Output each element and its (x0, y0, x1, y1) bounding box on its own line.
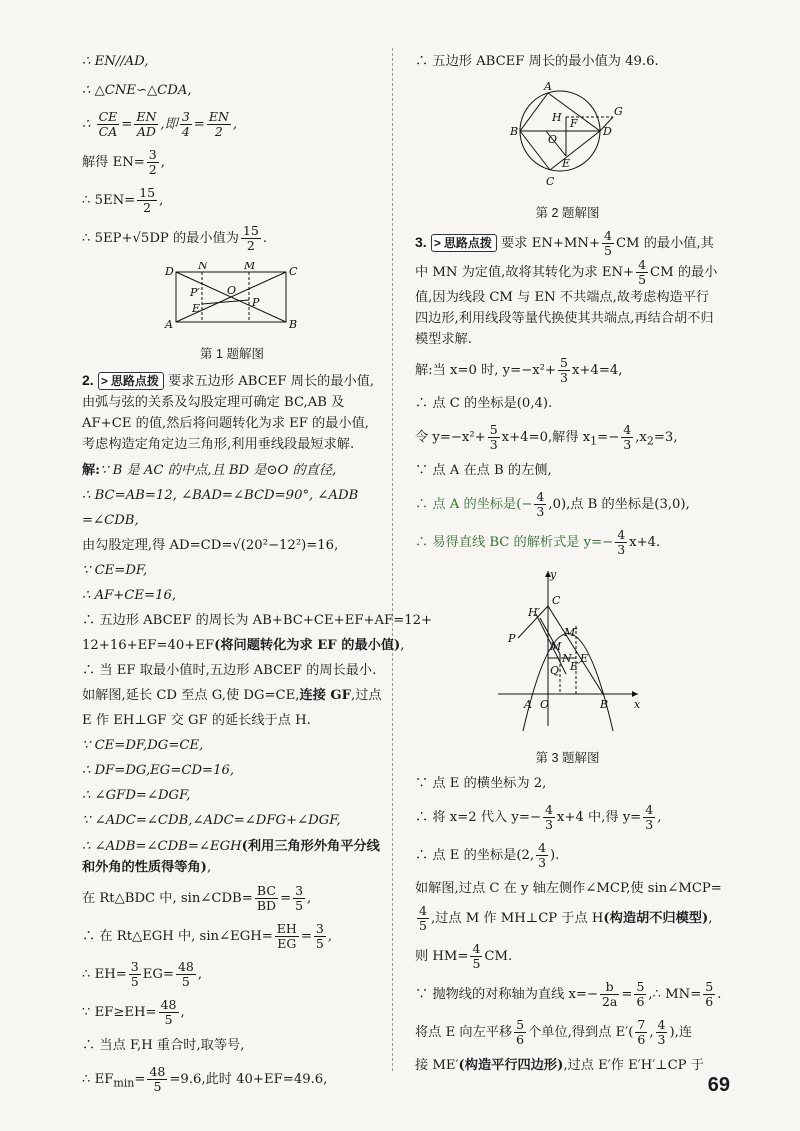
fig3-label: N (561, 652, 572, 665)
text-line: ∴ 在 Rt△EGH 中, sin∠EGH= $\frac{EH}{EG}$ = $\frac{3}{5}$ , (82, 921, 333, 951)
fig2-label: B (509, 125, 518, 138)
text-line: ∴ △CNE∽△CDA, (82, 83, 192, 98)
page-number: 69 (707, 1074, 730, 1096)
fig1-label: B (289, 318, 298, 331)
text-line: ∴ BC=AB=12, ∠BAD=∠BCD=90°, ∠ADB (82, 488, 359, 503)
fig3-label: y (549, 568, 556, 581)
hint-tag: > 思路点拨 (431, 234, 497, 252)
chevron-right-icon: > (433, 236, 441, 250)
text-line: ∴ 5EN= $\frac{15}{2}$ , (82, 185, 164, 215)
text-line: ∴ 点 A 的坐标是(− $\frac{4}{3}$ ,0),点 B 的坐标是(3,0), (415, 489, 690, 519)
text-line: ∴ 点 E 的坐标是(2, $\frac{4}{3}$ ). (415, 840, 560, 870)
text-line: ∴ 五边形 ABCEF 周长的最小值为 49.6. (415, 54, 659, 69)
figure-2-diagram (508, 81, 628, 191)
figure-1-diagram (162, 262, 302, 332)
text-line: ∴ 当 EF 取最小值时,五边形 ABCEF 的周长最小. (82, 663, 377, 678)
fig2-label: D (602, 125, 612, 138)
fig1-label: M (244, 262, 256, 272)
text-line: ∵ 点 E 的横坐标为 2, (415, 776, 547, 791)
text-line: 如解图,过点 C 在 y 轴左侧作∠MCP,使 sin∠MCP= (415, 881, 722, 896)
text-line: ∴ $EF_{min}=$ $\frac{48}{5}$ =9.6,此时 40+EF=49.6, (82, 1064, 328, 1094)
text-line: ∵ ∠ADC=∠CDB,∠ADC=∠DFG+∠DGF, (82, 813, 341, 828)
chevron-right-icon: > (100, 374, 108, 388)
figure-3-caption: 第 3 题解图 (535, 751, 600, 765)
fig3-label: x (633, 698, 640, 711)
figure-3 (415, 566, 720, 740)
text-line: ∴ 将 x=2 代入 y=− $\frac{4}{3}$ x+4 中,得 y= $\frac{4}{3}$ , (415, 802, 662, 832)
fig3-label: C (551, 594, 560, 607)
text-line: ∴ AF+CE=16, (82, 588, 177, 603)
text-line: $\frac{4}{5}$ ,过点 M 作 MH⊥CP 于点 H(构造胡不归模型), (419, 903, 713, 933)
q2-hint: 2. > 思路点拨 要求五边形 ABCEF 周长的最小值,由弧与弦的关系及勾股定理可确定 BC,AB 及 AF+CE 的值,然后将问题转化为求 EF 的最小值,考虑构造定角定边三角形,利用垂线段最短求解. (82, 372, 375, 452)
q3-hint: 3. > 思路点拨 要求 EN+MN+ $\frac{4}{5}$ CM 的最小值,其中 MN 为定值,故将其转化为求 EN+ $\frac{4}{5}$ CM 的最小值,因为线段 CM 与 EN 不共端点,故考虑构造平行四边形,利用线段等量代换使其共端点,再结合胡不归模型求解. (415, 228, 718, 347)
figure-2-caption: 第 2 题解图 (535, 206, 600, 220)
text-line: ∴ 当点 F,H 重合时,取等号, (82, 1038, 245, 1053)
fig2-label: A (543, 81, 552, 93)
fig3-label: Q (549, 664, 559, 677)
text-line: ∴ EH= $\frac{3}{5}$ EG= $\frac{48}{5}$ , (82, 959, 203, 989)
figure-2 (415, 81, 720, 195)
fig3-label: E′ (569, 660, 581, 673)
fig3-label: M (549, 640, 561, 653)
text-line: 令 y=−x²+ $\frac{5}{3}$ x+4=0,解得 $x_1=-$ $\frac{4}{3}$ $,x_2=3$, (415, 422, 678, 452)
text-line: 接 ME′(构造平行四边形),过点 E′作 E′H′⊥CP 于 (415, 1058, 704, 1073)
text-line: 12+16+EF=40+EF(将问题转化为求 EF 的最小值), (82, 638, 405, 653)
fig3-label: H′ (527, 606, 540, 619)
fig2-label: O (547, 133, 557, 146)
text-line: =∠CDB, (82, 513, 139, 528)
text-line: ∴ EN//AD, (82, 54, 149, 69)
text-line: ∵ 抛物线的对称轴为直线 x=− $\frac{b}{2a}$ = $\frac{5}{6}$ ,∴ MN= $\frac{5}{6}$ . (415, 979, 722, 1009)
fig1-label: O (227, 284, 237, 297)
text-line: 将点 E 向左平移 $\frac{5}{6}$ 个单位,得到点 E′( $\frac{7}{6}$ , $\frac{4}{3}$ ),连 (415, 1017, 693, 1047)
text-line: ∴ 五边形 ABCEF 的周长为 AB+BC+CE+EF+AF=12+ (82, 613, 433, 628)
right-column (415, 52, 720, 1085)
fig1-label: N (198, 262, 208, 272)
fig3-label: M′ (563, 626, 578, 639)
text-line: 则 HM= $\frac{4}{5}$ CM. (415, 941, 513, 971)
text-line: 解:∵ B 是 AC 的中点,且 BD 是⊙O 的直径, (82, 463, 337, 478)
fig3-label: P (507, 632, 515, 645)
text-line: ∵ CE=DF,DG=CE, (82, 738, 204, 753)
fig2-label: H (551, 111, 562, 124)
fig1-label: C (289, 265, 298, 278)
fig1-label: A (165, 318, 173, 331)
text-line: ∴ $\frac{CE}{CA}$ = $\frac{EN}{AD}$ ,即 $\frac{3}{4}$ = $\frac{EN}{2}$ , (82, 109, 238, 139)
text-line: ∴ 5EP+√5DP 的最小值为 $\frac{15}{2}$ . (82, 223, 268, 253)
figure-1-caption: 第 1 题解图 (200, 347, 264, 361)
fig1-label: D (165, 265, 174, 278)
text-line: ∴ ∠ADB=∠CDB=∠EGH(利用三角形外角平分线和外角的性质得等角), (82, 839, 380, 875)
fig1-label: P (252, 296, 260, 309)
fig3-label: A (523, 698, 532, 711)
fig1-label: E (192, 302, 201, 315)
left-column (82, 52, 433, 1103)
text-line: 解:当 x=0 时, y=−x²+ $\frac{5}{3}$ x+4=4, (415, 355, 623, 385)
fig3-label: E (579, 652, 588, 665)
fig3-label: O (539, 698, 549, 711)
column-divider (392, 48, 393, 1071)
text-line: ∵ CE=DF, (82, 563, 148, 578)
fig2-label: G (613, 105, 623, 118)
figure-1 (82, 262, 382, 336)
fig2-label: C (545, 175, 554, 188)
text-line: 在 Rt△BDC 中, sin∠CDB= $\frac{BC}{BD}$ = $\frac{3}{5}$ , (82, 883, 312, 913)
figure-3-diagram (488, 566, 648, 736)
text-line: 如解图,延长 CD 至点 G,使 DG=CE,连接 GF,过点 (82, 688, 382, 703)
text-line: ∴ 易得直线 BC 的解析式是 y=− $\frac{4}{3}$ x+4. (415, 527, 661, 557)
fig2-label: E (561, 157, 570, 170)
hint-tag: > 思路点拨 (98, 372, 164, 390)
fig2-label: F (569, 117, 578, 130)
text-line: 解得 EN= $\frac{3}{2}$ , (82, 147, 165, 177)
text-line: ∵ EF≥EH= $\frac{48}{5}$ , (82, 997, 185, 1027)
text-line: ∴ ∠GFD=∠DGF, (82, 788, 191, 803)
text-line: ∴ 点 C 的坐标是(0,4). (415, 396, 553, 411)
fig1-label: P′ (190, 286, 200, 299)
text-line: E 作 EH⊥GF 交 GF 的延长线于点 H. (82, 713, 311, 728)
text-line: ∵ 点 A 在点 B 的左侧, (415, 463, 552, 478)
text-line: ∴ DF=DG,EG=CD=16, (82, 763, 235, 778)
fig3-label: B (599, 698, 608, 711)
text-line: 由勾股定理,得 AD=CD=√(20²−12²)=16, (82, 538, 339, 553)
